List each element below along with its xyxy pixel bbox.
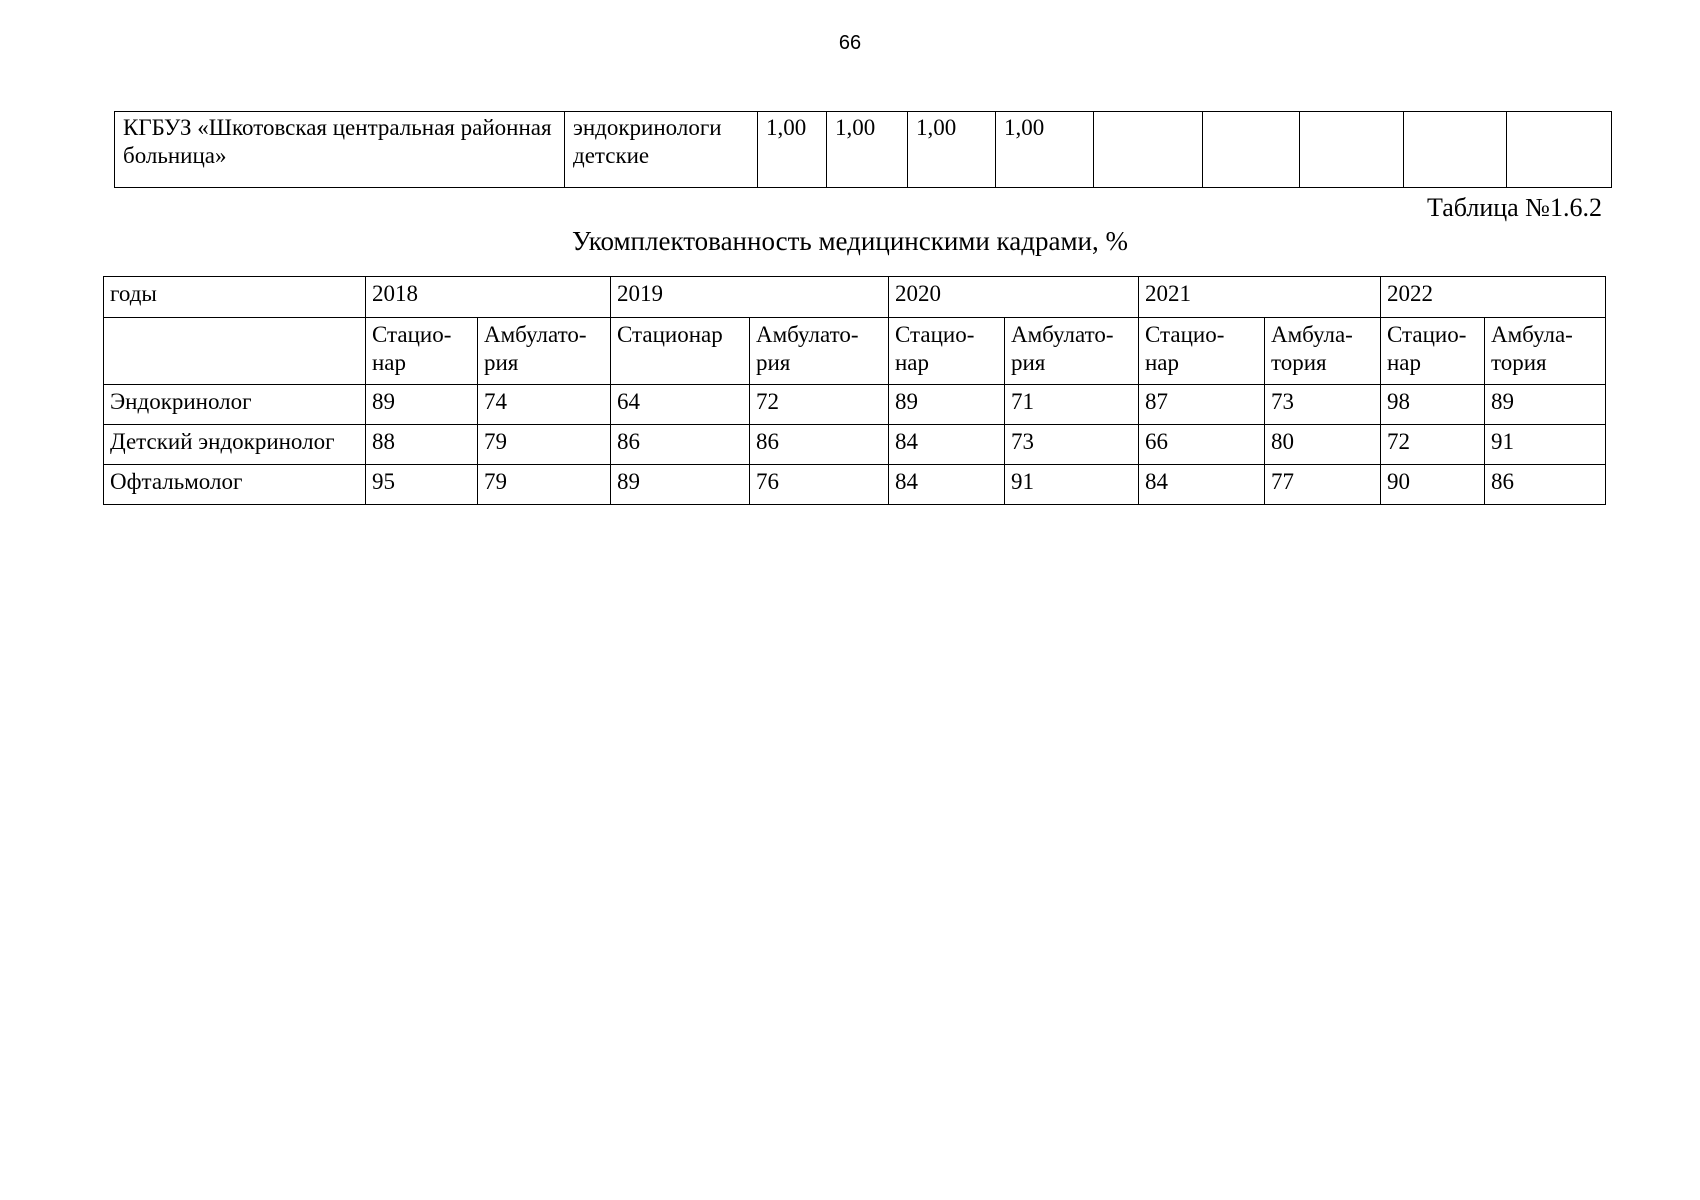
value-cell: 77 — [1265, 465, 1381, 505]
subheader-cell: Амбула-тория — [1485, 318, 1606, 385]
year-header-cell: 2022 — [1381, 277, 1606, 318]
year-header-cell: 2021 — [1139, 277, 1381, 318]
value-cell: 66 — [1139, 425, 1265, 465]
subheader-cell: Амбула-тория — [1265, 318, 1381, 385]
table-header-row — [104, 277, 1606, 318]
value-cell: 95 — [366, 465, 478, 505]
table-subheader-row — [104, 318, 1606, 385]
value-cell: 73 — [1265, 385, 1381, 425]
value-cell: 90 — [1381, 465, 1485, 505]
subheader-cell: Стацио-нар — [366, 318, 478, 385]
value-cell: 80 — [1265, 425, 1381, 465]
row-label-cell: Офтальмолог — [104, 465, 366, 505]
value-cell: 86 — [1485, 465, 1606, 505]
value-cell: 91 — [1005, 465, 1139, 505]
subheader-cell: Амбулато-рия — [478, 318, 611, 385]
table-caption: Таблица №1.6.2 — [1426, 193, 1602, 222]
row-label-cell: Эндокринолог — [104, 385, 366, 425]
value-cell: 89 — [611, 465, 750, 505]
value-cell: 71 — [1005, 385, 1139, 425]
value-cell: 72 — [750, 385, 889, 425]
value-cell: 98 — [1381, 385, 1485, 425]
value-cell — [1203, 112, 1300, 188]
value-cell: 1,00 — [827, 112, 908, 188]
value-cell: 79 — [478, 425, 611, 465]
page-number: 66 — [838, 32, 862, 54]
value-cell: 84 — [889, 425, 1005, 465]
value-cell: 84 — [889, 465, 1005, 505]
value-cell: 91 — [1485, 425, 1606, 465]
value-cell: 86 — [611, 425, 750, 465]
empty-cell — [104, 318, 366, 385]
table-row — [104, 385, 1606, 425]
value-cell: 89 — [366, 385, 478, 425]
subheader-cell: Стацио-нар — [889, 318, 1005, 385]
years-label-cell: годы — [104, 277, 366, 318]
value-cell — [1404, 112, 1507, 188]
value-cell: 1,00 — [758, 112, 827, 188]
row-label-cell: Детский эндокринолог — [104, 425, 366, 465]
value-cell: 73 — [1005, 425, 1139, 465]
subheader-cell: Стационар — [611, 318, 750, 385]
value-cell: 86 — [750, 425, 889, 465]
value-cell: 89 — [889, 385, 1005, 425]
year-header-cell: 2019 — [611, 277, 889, 318]
value-cell: 87 — [1139, 385, 1265, 425]
year-header-cell: 2018 — [366, 277, 611, 318]
value-cell — [1507, 112, 1612, 188]
subheader-cell: Амбулато-рия — [1005, 318, 1139, 385]
table-row — [115, 112, 1612, 188]
table-row — [104, 465, 1606, 505]
value-cell: 76 — [750, 465, 889, 505]
value-cell: 64 — [611, 385, 750, 425]
table-title: Укомплектованность медицинскими кадрами, % — [572, 226, 1128, 256]
specialty-cell: эндокринологи детские — [565, 112, 758, 188]
value-cell: 72 — [1381, 425, 1485, 465]
value-cell: 84 — [1139, 465, 1265, 505]
value-cell: 74 — [478, 385, 611, 425]
value-cell — [1300, 112, 1404, 188]
year-header-cell: 2020 — [889, 277, 1139, 318]
institution-cell: КГБУЗ «Шкотовская центральная районная больница» — [115, 112, 565, 188]
subheader-cell: Стацио-нар — [1139, 318, 1265, 385]
value-cell: 89 — [1485, 385, 1606, 425]
value-cell — [1094, 112, 1203, 188]
staffing-percent-table — [103, 276, 1606, 505]
value-cell: 1,00 — [996, 112, 1094, 188]
value-cell: 88 — [366, 425, 478, 465]
staffing-table-fragment — [114, 111, 1612, 188]
table-row — [104, 425, 1606, 465]
subheader-cell: Стацио-нар — [1381, 318, 1485, 385]
subheader-cell: Амбулато-рия — [750, 318, 889, 385]
value-cell: 1,00 — [908, 112, 996, 188]
value-cell: 79 — [478, 465, 611, 505]
